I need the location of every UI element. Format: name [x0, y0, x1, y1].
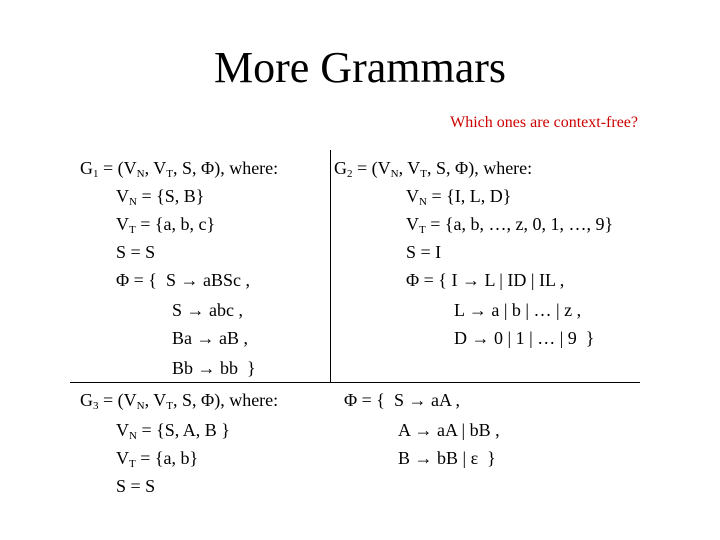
g2-start: S = I [406, 242, 442, 262]
slide-subtitle: Which ones are context-free? [450, 114, 638, 131]
g3-terminals: $V_T = \{a$, b} [116, 448, 199, 470]
g3-rule-3: B → bB | ε } [398, 448, 496, 468]
g2-header: $G_2 = (V_N$, $V_T$, S, Φ), where: [334, 158, 533, 180]
g1-terminals: $V_T = \{a$, b, c} [116, 214, 216, 236]
g1-rule-2: S → abc , [172, 300, 243, 320]
g1-rule-3: Ba → aB , [172, 328, 248, 348]
g1-start: S = S [116, 242, 156, 262]
g3-rule-2: A → aA | bB , [398, 420, 500, 440]
g1-rule-1: Φ = { S → aBSc , [116, 270, 250, 290]
g3-start: S = S [116, 476, 156, 496]
vertical-divider [330, 150, 331, 382]
g3-nonterminals: $V_N = \{S$, A, B } [116, 420, 230, 442]
g1-header: $G_1 = (V_N$, $V_T$, S, Φ), where: [80, 158, 279, 180]
g3-header: $G_3 = (V_N$, $V_T$, S, Φ), where: [80, 390, 279, 412]
g2-rule-1: Φ = { I → L | ID | IL , [406, 270, 565, 290]
g2-nonterminals: $V_N = \{I$, L, D} [406, 186, 512, 208]
slide-title: More Grammars [213, 43, 506, 92]
g2-rule-3: D → 0 | 1 | … | 9 } [454, 328, 595, 348]
g2-terminals: $V_T = \{a$, b, …, z, 0, 1, …, 9} [406, 214, 614, 236]
horizontal-divider [70, 382, 640, 383]
g1-rule-4: Bb → bb } [172, 358, 256, 378]
g1-nonterminals: $V_N = \{S$, B} [116, 186, 205, 208]
g2-rule-2: L → a | b | … | z , [454, 300, 582, 320]
g3-rule-1: Φ = { S → aA , [344, 390, 460, 410]
